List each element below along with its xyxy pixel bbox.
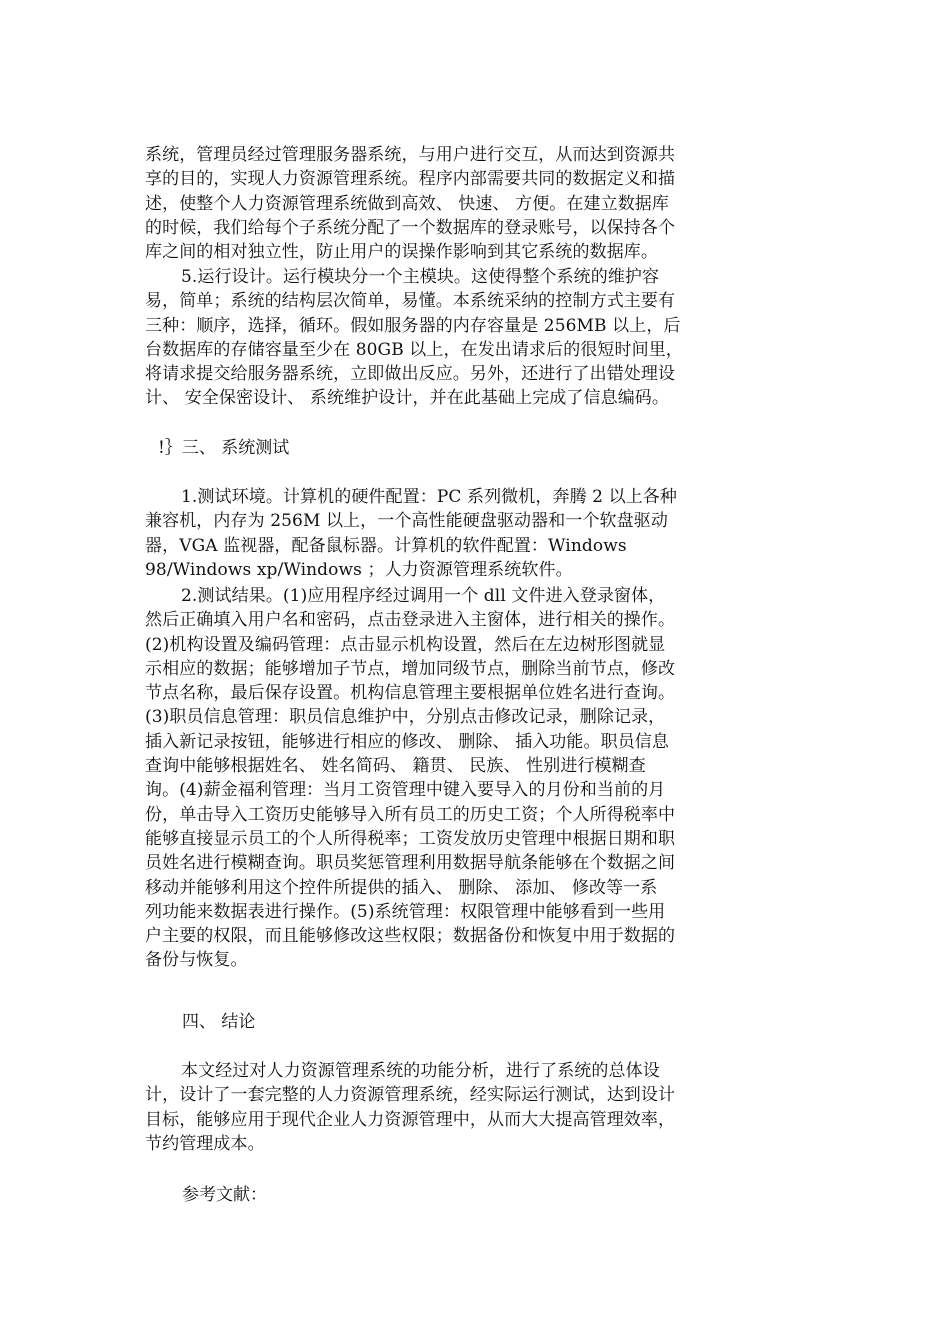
text-line: 能够直接显示员工的个人所得税率；工资发放历史管理中根据日期和职 — [145, 828, 676, 849]
text-line: 98/Windows xp/Windows ；人力资源管理系统软件。 — [145, 559, 573, 580]
text-line: 易，简单；系统的结构层次简单，易懂。本系统采纳的控制方式主要有 — [145, 291, 676, 312]
text-line: 户主要的权限，而且能够修改这些权限；数据备份和恢复中用于数据的 — [145, 926, 676, 947]
text-line: 2.测试结果。(1)应用程序经过调用一个 dll 文件进入登录窗体， — [181, 586, 666, 606]
text-line: 计、 安全保密设计、 系统维护设计，并在此基础上完成了信息编码。 — [145, 388, 670, 409]
text-line: 询。(4)薪金福利管理：当月工资管理中键入要导入的月份和当前的月 — [145, 780, 666, 801]
text-line: 列功能来数据表进行操作。(5)系统管理：权限管理中能够看到一些用 — [145, 901, 666, 922]
text-line: 移动并能够利用这个控件所提供的插入、 删除、 添加、 修改等一系 — [145, 877, 658, 898]
paragraph-test-results — [145, 584, 745, 973]
text-line: (3)职员信息管理：职员信息维护中，分别点击修改记录，删除记录， — [145, 707, 666, 728]
text-line: 节点名称，最后保存设置。机构信息管理主要根据单位姓名进行查询。 — [145, 683, 676, 704]
section-heading-references: 参考文献： — [182, 1185, 267, 1205]
text-line: 5.运行设计。运行模块分一个主模块。这使得整个系统的维护容 — [181, 267, 660, 287]
text-line: 目标，能够应用于现代企业人力资源管理中，从而大大提高管理效率， — [145, 1109, 676, 1130]
text-line: 兼容机，内存为 256M 以上，一个高性能硬盘驱动器和一个软盘驱动 — [145, 511, 668, 532]
paragraph-test-environment — [145, 485, 745, 582]
text-line: 节约管理成本。 — [145, 1133, 265, 1154]
text-line: 员姓名进行模糊查询。职员奖惩管理利用数据导航条能够在个数据之间 — [145, 853, 676, 874]
text-line: 计，设计了一套完整的人力资源管理系统，经实际运行测试，达到设计 — [145, 1085, 676, 1106]
text-line: 份，单击导入工资历史能够导入所有员工的历史工资；个人所得税率中 — [145, 804, 676, 825]
text-line: 系统，管理员经过管理服务器系统，与用户进行交互，从而达到资源共 — [145, 145, 676, 165]
text-line: 库之间的相对独立性，防止用户的误操作影响到其它系统的数据库。 — [145, 242, 658, 263]
text-line: 述，使整个人力资源管理系统做到高效、 快速、 方便。在建立数据库 — [145, 193, 670, 214]
text-line: 插入新记录按钮，能够进行相应的修改、 删除、 插入功能。职员信息 — [145, 731, 670, 752]
paragraph-database-design — [145, 143, 745, 264]
section-heading-testing: !｝三、 系统测试 — [158, 438, 290, 458]
text-line: 台数据库的存储容量至少在 80GB 以上，在发出请求后的很短时间里， — [145, 339, 683, 360]
text-line: 查询中能够根据姓名、 姓名简码、 籍贯、 民族、 性别进行模糊查 — [145, 756, 646, 777]
text-line: 示相应的数据；能够增加子节点，增加同级节点，删除当前节点，修改 — [145, 658, 676, 679]
section-heading-conclusion: 四、 结论 — [182, 1012, 256, 1032]
text-line: 器，VGA 监视器，配备鼠标器。计算机的软件配置：Windows — [145, 535, 627, 556]
text-line: 享的目的，实现人力资源管理系统。程序内部需要共同的数据定义和描 — [145, 169, 676, 190]
text-line: (2)机构设置及编码管理：点击显示机构设置，然后在左边树形图就显 — [145, 634, 666, 655]
paragraph-conclusion — [145, 1059, 745, 1156]
text-line: 的时候，我们给每个子系统分配了一个数据库的登录账号，以保持各个 — [145, 217, 676, 238]
paragraph-runtime-design — [145, 265, 745, 411]
text-line: 本文经过对人力资源管理系统的功能分析，进行了系统的总体设 — [181, 1061, 660, 1081]
text-line: 三种：顺序，选择，循环。假如服务器的内存容量是 256MB 以上，后 — [145, 315, 681, 336]
text-line: 然后正确填入用户名和密码，点击登录进入主窗体，进行相关的操作。 — [145, 610, 676, 631]
text-line: 将请求提交给服务器系统，立即做出反应。另外，还进行了出错处理设 — [145, 364, 676, 385]
text-line: 1.测试环境。计算机的硬件配置：PC 系列微机，奔腾 2 以上各种 — [181, 487, 677, 507]
text-line: 备份与恢复。 — [145, 950, 248, 971]
